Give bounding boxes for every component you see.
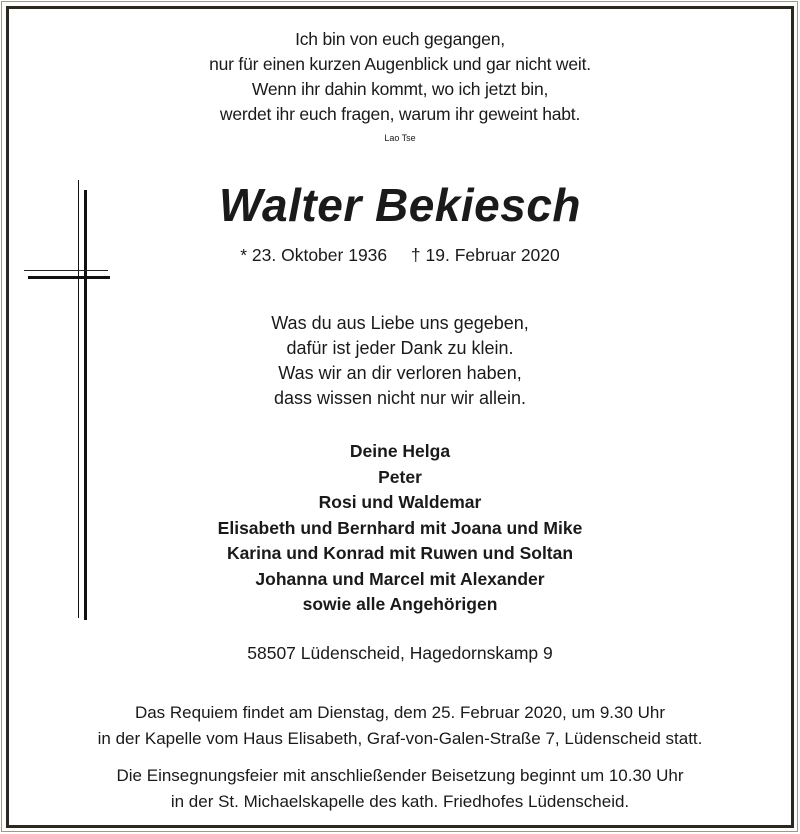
memorial-verse [0,311,800,411]
verse-line: dafür ist jeder Dank zu klein. [286,338,514,358]
birth-date: 23. Oktober 1936 [251,245,388,265]
birth-star-icon: * [240,245,248,265]
opening-poem [0,27,800,127]
mourner: Elisabeth und Bernhard mit Joana und Mike [217,517,583,538]
life-dates [0,245,800,266]
mourner: Peter [378,466,422,487]
mourner: Deine Helga [349,441,451,461]
cross-horizontal-thick-line [28,276,110,279]
burial-notice [0,763,800,815]
requiem-line: in der Kapelle vom Haus Elisabeth, Graf-von-Galen-Straße 7, Lüdenscheid statt. [97,729,703,748]
cross-horizontal-thin-line [24,270,108,271]
poem-line: werdet ihr euch fragen, warum ihr geweint habt. [219,104,581,124]
death-dagger-icon: † [410,245,421,265]
requiem-line: Das Requiem findet am Dienstag, dem 25. Februar 2020, um 9.30 Uhr [134,703,666,722]
requiem-notice [0,700,800,752]
mourner: Karina und Konrad mit Ruwen und Soltan [226,543,574,563]
burial-line: Die Einsegnungsfeier mit anschließender Beisetzung beginnt um 10.30 Uhr [116,766,684,785]
poem-line: Ich bin von euch gegangen, [295,29,505,49]
verse-line: Was du aus Liebe uns gegeben, [271,313,529,333]
family-address: 58507 Lüdenscheid, Hagedornskamp 9 [247,643,553,663]
mourners-list [0,439,800,618]
burial-line: in der St. Michaelskapelle des kath. Friedhofes Lüdenscheid. [170,792,630,811]
verse-line: dass wissen nicht nur wir allein. [273,388,527,408]
verse-line: Was wir an dir verloren haben, [278,363,522,383]
mourner: Rosi und Waldemar [318,492,482,512]
mourner: Johanna und Marcel mit Alexander [255,568,545,589]
poem-line: nur für einen kurzen Augenblick und gar nicht weit. [209,54,591,74]
mourner: sowie alle Angehörigen [302,594,498,614]
poem-line: Wenn ihr dahin kommt, wo ich jetzt bin, [251,79,549,99]
deceased-name: Walter Bekiesch [218,179,582,231]
death-date: 19. Februar 2020 [425,245,560,265]
poem-attribution: Lao Tse [384,133,416,143]
